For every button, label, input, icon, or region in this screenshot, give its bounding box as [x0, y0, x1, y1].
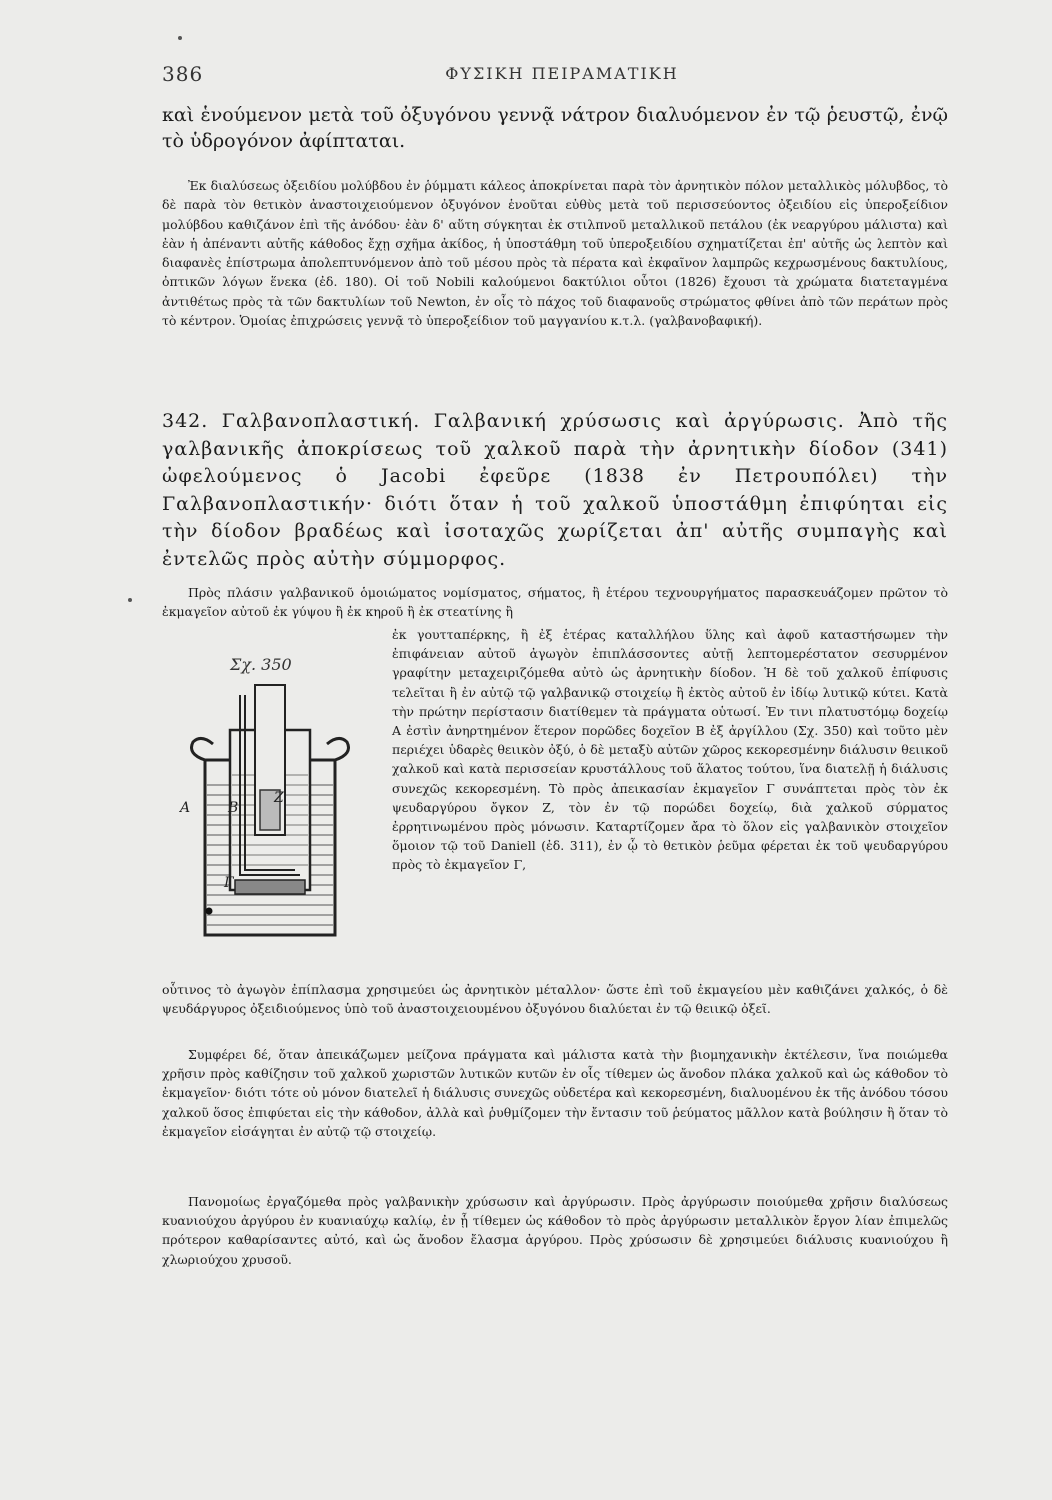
label-z: Z [274, 790, 284, 806]
para-casting-bottom: οὗτινος τὸ ἀγωγὸν ἐπίπλασμα χρησιμεύει ὡς ἀρνητικὸν μέταλλον· ὥστε ἐπὶ τοῦ ἐκμαγείου μὲν καθιζάνει χαλκός, ὁ δὲ ψευδάργυρος ὀξειδιούμενος ὑπὸ τοῦ ἀναστοιχειουμένου ὀξυγόνου διαλύεται ἐν τῷ θειικῷ ὀξεῖ. [162, 982, 948, 1017]
intro-text: καὶ ἑνούμενον μετὰ τοῦ ὀξυγόνου γεννᾷ νάτρον διαλυόμενον ἐν τῷ ῥευστῷ, ἐνῷ τὸ ὑδρογόνον ἀφίπταται. [162, 104, 948, 152]
section-342: 342. Γαλβανοπλαστική. Γαλβανική χρύσωσις καὶ ἀργύρωσις. Ἀπὸ τῆς γαλβανικῆς ἀποκρίσεως τοῦ χαλκοῦ παρὰ τὴν ἀρνητικὴν δίοδον (341) ὠφελούμενος ὁ Jacobi ἐφεῦρε (1838 ἐν Πετρουπόλει) τὴν Γαλβανοπλαστικήν· διότι ὅταν ἡ τοῦ χαλκοῦ ὑποστάθμη ἐπιφύηται εἰς τὴν δίοδον βραδέως καὶ ἰσοταχῶς χωρίζεται ἀπ' αὐτῆς συμπαγὴς καὶ ἐντελῶς πρὸς αὐτὴν σύμμορφος. [162, 410, 948, 570]
running-title: ΦΥΣΙΚΗ ΠΕΙΡΑΜΑΤΙΚΗ [445, 64, 679, 83]
binding-mark [128, 598, 132, 602]
label-b: B [228, 800, 239, 816]
binding-mark [178, 36, 182, 40]
label-a: A [180, 800, 191, 816]
figure-caption: Σχ. 350 [230, 655, 292, 674]
para-industry: Συμφέρει δέ, ὅταν ἀπεικάζωμεν μείζονα πράγματα καὶ μάλιστα κατὰ τὴν βιομηχανικὴν ἐκτέλεσιν, ἵνα ποιώμεθα χρῆσιν πρὸς καθίζησιν τοῦ χαλκοῦ χωριστῶν λυτικῶν κυτῶν ἐν οἷς τίθεμεν ὡς ἄνοδον πλάκα χαλκοῦ καὶ ὡς κάθοδον τὸ ἐκμαγεῖον· διότι τότε οὐ μόνον διατελεῖ ἡ διάλυσις συνεχῶς οὐδετέρα καὶ κεκορεσμένη, διαλυομένου ἐκ τῆς ἀνόδου τόσου χαλκοῦ ὅσος ἐπιφύεται εἰς τὴν κάθοδον, ἀλλὰ καὶ ῥυθμίζομεν τὴν ἔντασιν τοῦ ῥεύματος μᾶλλον κατὰ βούλησιν ἢ ὅταν τὸ ἐκμαγεῖον εἰσάγηται ἐν αὐτῷ τῷ στοιχείῳ. [162, 1047, 948, 1139]
figure-electrolytic-cell [180, 655, 390, 945]
para-casting-beside-figure: ἐκ γουτταπέρκης, ἢ ἐξ ἑτέρας καταλλήλου ὕλης καὶ ἀφοῦ καταστήσωμεν τὴν ἐπιφάνειαν αὐτοῦ ἀγωγὸν ἐπιπλάσσοντες αὐτῇ λεπτομερέστατον σεσυρμένον γραφίτην μεταχειριζόμεθα αὐτὸ ὡς ἀρνητικὴν δίοδον. Ἡ δὲ τοῦ χαλκοῦ ἐπίφυσις τελεῖται ἢ ἐν αὐτῷ τῷ γαλβανικῷ στοιχείῳ ἢ ἐκτὸς αὐτοῦ ἐν ἰδίῳ λυτικῷ κύτει. Κατὰ τὴν πρώτην περίστασιν διατίθεμεν τὰ πράγματα οὑτωσί. Ἐν τινι πλατυστόμῳ δοχείῳ Α ἐστὶν ἀνηρτημένον ἕτερον πορῶδες δοχεῖον Β ἐξ ἀργίλλου (Σχ. 350) καὶ τοῦτο μὲν περιέχει ὑδαρὲς θειικὸν ὀξύ, ὁ δὲ μεταξὺ αὐτῶν χῶρος κεκορεσμένην διάλυσιν θειικοῦ χαλκοῦ καὶ κατὰ περισσείαν κρυστάλλους τοῦ ἅλατος τούτου, ἵνα διατελῇ ἡ διάλυσις συνεχῶς κεκορεσμένη. Τὸ πρὸς ἀπεικασίαν ἐκμαγεῖον Γ συνάπτεται πρὸς τὸν ἐκ ψευδαργύρου ὄγκον Ζ, τὸν ἐν τῷ πορώδει δοχείῳ, διὰ χαλκοῦ σύρματος ἐρρητινωμένου πρὸς μόνωσιν. Καταρτίζομεν ἄρα τὸ ὅλον εἰς γαλβανικὸν στοιχεῖον ὅμοιον τῷ τοῦ Daniell (ἐδ. 311), ἐν ᾧ τὸ θετικὸν ῥεῦμα φέρεται ἐκ τοῦ ψευδαργύρου πρὸς τὸ ἐκμαγεῖον Γ, [392, 627, 948, 873]
page-number: 386 [162, 62, 204, 86]
page-header [162, 62, 962, 92]
label-g: Γ [224, 875, 234, 891]
para-gilding: Πανομοίως ἐργαζόμεθα πρὸς γαλβανικὴν χρύσωσιν καὶ ἀργύρωσιν. Πρὸς ἀργύρωσιν ποιούμεθα χρῆσιν διαλύσεως κυανιούχου ἀργύρου ἐν κυανιαύχῳ καλίῳ, ἐν ᾗ τίθεμεν ὡς κάθοδον τὸ πρὸς ἀργύρωσιν μεταλλικὸν ἔργον λίαν ἐπιμελῶς πρότερον καθαρίσαντες αὐτό, καὶ ὡς ἄνοδον ἔλασμα ἀργύρου. Πρὸς χρύσωσιν δὲ χρησιμεύει διάλυσις κυανιούχου ἢ χλωριούχου χρυσοῦ. [162, 1194, 948, 1267]
para-casting-top: Πρὸς πλάσιν γαλβανικοῦ ὁμοιώματος νομίσματος, σήματος, ἢ ἑτέρου τεχνουργήματος παρασκευάζομεν πρῶτον τὸ ἐκμαγεῖον αὐτοῦ ἐκ γύψου ἢ ἐκ κηροῦ ἢ ἐκ στεατίνης ἢ [162, 585, 948, 620]
paragraph-lead-oxide: Ἐκ διαλύσεως ὀξειδίου μολύβδου ἐν ῥύμματι κάλεος ἀποκρίνεται παρὰ τὸν ἀρνητικὸν πόλον μεταλλικὸς μόλυβδος, τὸ δὲ παρὰ τὸν θετικὸν ἀναστοιχειούμενον ὀξυγόνον ἑνοῦται εὐθὺς μετὰ τοῦ περισσεύοντος ὀξειδίου εἰς ὑπεροξείδιον μολύβδου καθιζάνον ἐπὶ τῆς ἀνόδου· ἐὰν δ' αὕτη σύγκηται ἐκ στιλπνοῦ μεταλλικοῦ πετάλου (ἐκ νεαργύρου μάλιστα) καὶ ἐὰν ἡ ἀπέναντι αὐτῆς κάθοδος ἔχῃ σχῆμα ἀκίδος, ἡ ὑποστάθμη τοῦ ὑπεροξειδίου σχηματίζεται ἐπ' αὐτῆς ὡς λεπτὸν καὶ διαφανὲς ἐπίστρωμα ἀπολεπτυνόμενον ἀπὸ τοῦ μέσου πρὸς τὰ πέρατα καὶ ἐκφαῖνον λαμπρῶς κεχρωσμένους δακτυλίους, ὀπτικῶν λόγων ἕνεκα (ἐδ. 180). Οἱ τοῦ Nobili καλούμενοι δακτύλιοι οὗτοι (1826) ἔχουσι τὰ χρώματα διατεταγμένα ἀντιθέτως πρὸς τὰ τῶν δακτυλίων τοῦ Newton, ἐν οἷς τὸ πάχος τοῦ διαφανοῦς στρώματος φθίνει ἀπὸ τῶν περάτων πρὸς τὸ κέντρον. Ὁμοίας ἐπιχρώσεις γεννᾷ τὸ ὑπεροξείδιον τοῦ μαγγανίου κ.τ.λ. (γαλβανοβαφική). [162, 178, 948, 329]
cell-diagram [190, 675, 350, 945]
